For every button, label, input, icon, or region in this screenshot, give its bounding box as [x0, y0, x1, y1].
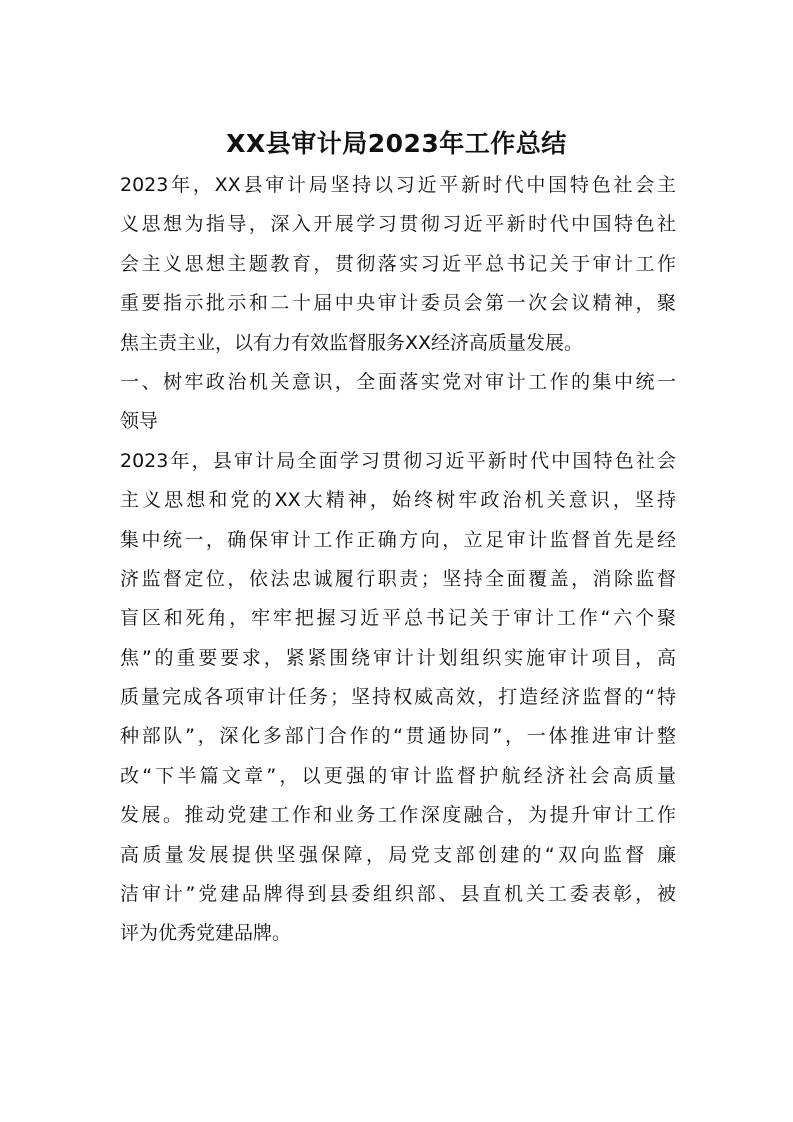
text-line: 2023年，XX县审计局坚持以习近平新时代中国特色社会主	[120, 174, 676, 196]
text-line: 重要指示批示和二十届中央审计委员会第一次会议精神，聚	[120, 292, 676, 315]
section-heading-1	[120, 363, 676, 442]
intro-paragraph	[120, 166, 676, 363]
text-line: 领导	[120, 410, 159, 433]
text-line: 义思想为指导，深入开展学习贯彻习近平新时代中国特色社	[120, 213, 676, 236]
text-line: 集中统一，确保审计工作正确方向，立足审计监督首先是经	[120, 528, 676, 551]
text-line: 洁审计”党建品牌得到县委组织部、县直机关工委表彰，被	[120, 883, 676, 906]
text-line: 盲区和死角，牢牢把握习近平总书记关于审计工作“六个聚	[120, 607, 676, 630]
text-line: 质量完成各项审计任务；坚持权威高效，打造经济监督的“特	[120, 686, 676, 709]
text-line: 改“下半篇文章”，以更强的审计监督护航经济社会高质量	[120, 764, 676, 787]
text-line: 发展。推动党建工作和业务工作深度融合，为提升审计工作	[120, 804, 676, 827]
document-body	[120, 166, 676, 954]
text-line: 焦主责主业，以有力有效监督服务XX经济高质量发展。	[120, 331, 584, 354]
text-line: 种部队”，深化多部门合作的“贯通协同”，一体推进审计整	[120, 725, 676, 748]
section-1-paragraph	[120, 442, 676, 954]
text-line: 会主义思想主题教育，贯彻落实习近平总书记关于审计工作	[120, 252, 676, 275]
text-line: 评为优秀党建品牌。	[120, 922, 292, 945]
text-line: 一、树牢政治机关意识，全面落实党对审计工作的集中统一	[120, 370, 676, 393]
text-line: 焦”的重要要求，紧紧围绕审计计划组织实施审计项目，高	[120, 646, 676, 669]
text-line: 2023年，县审计局全面学习贯彻习近平新时代中国特色社会	[120, 449, 676, 472]
document-title: XX县审计局2023年工作总结	[226, 129, 567, 158]
text-line: 主义思想和党的XX大精神，始终树牢政治机关意识，坚持	[120, 489, 676, 512]
text-line: 高质量发展提供坚强保障，局党支部创建的“双向监督 廉	[120, 843, 676, 866]
text-line: 济监督定位，依法忠诚履行职责；坚持全面覆盖，消除监督	[120, 567, 676, 590]
